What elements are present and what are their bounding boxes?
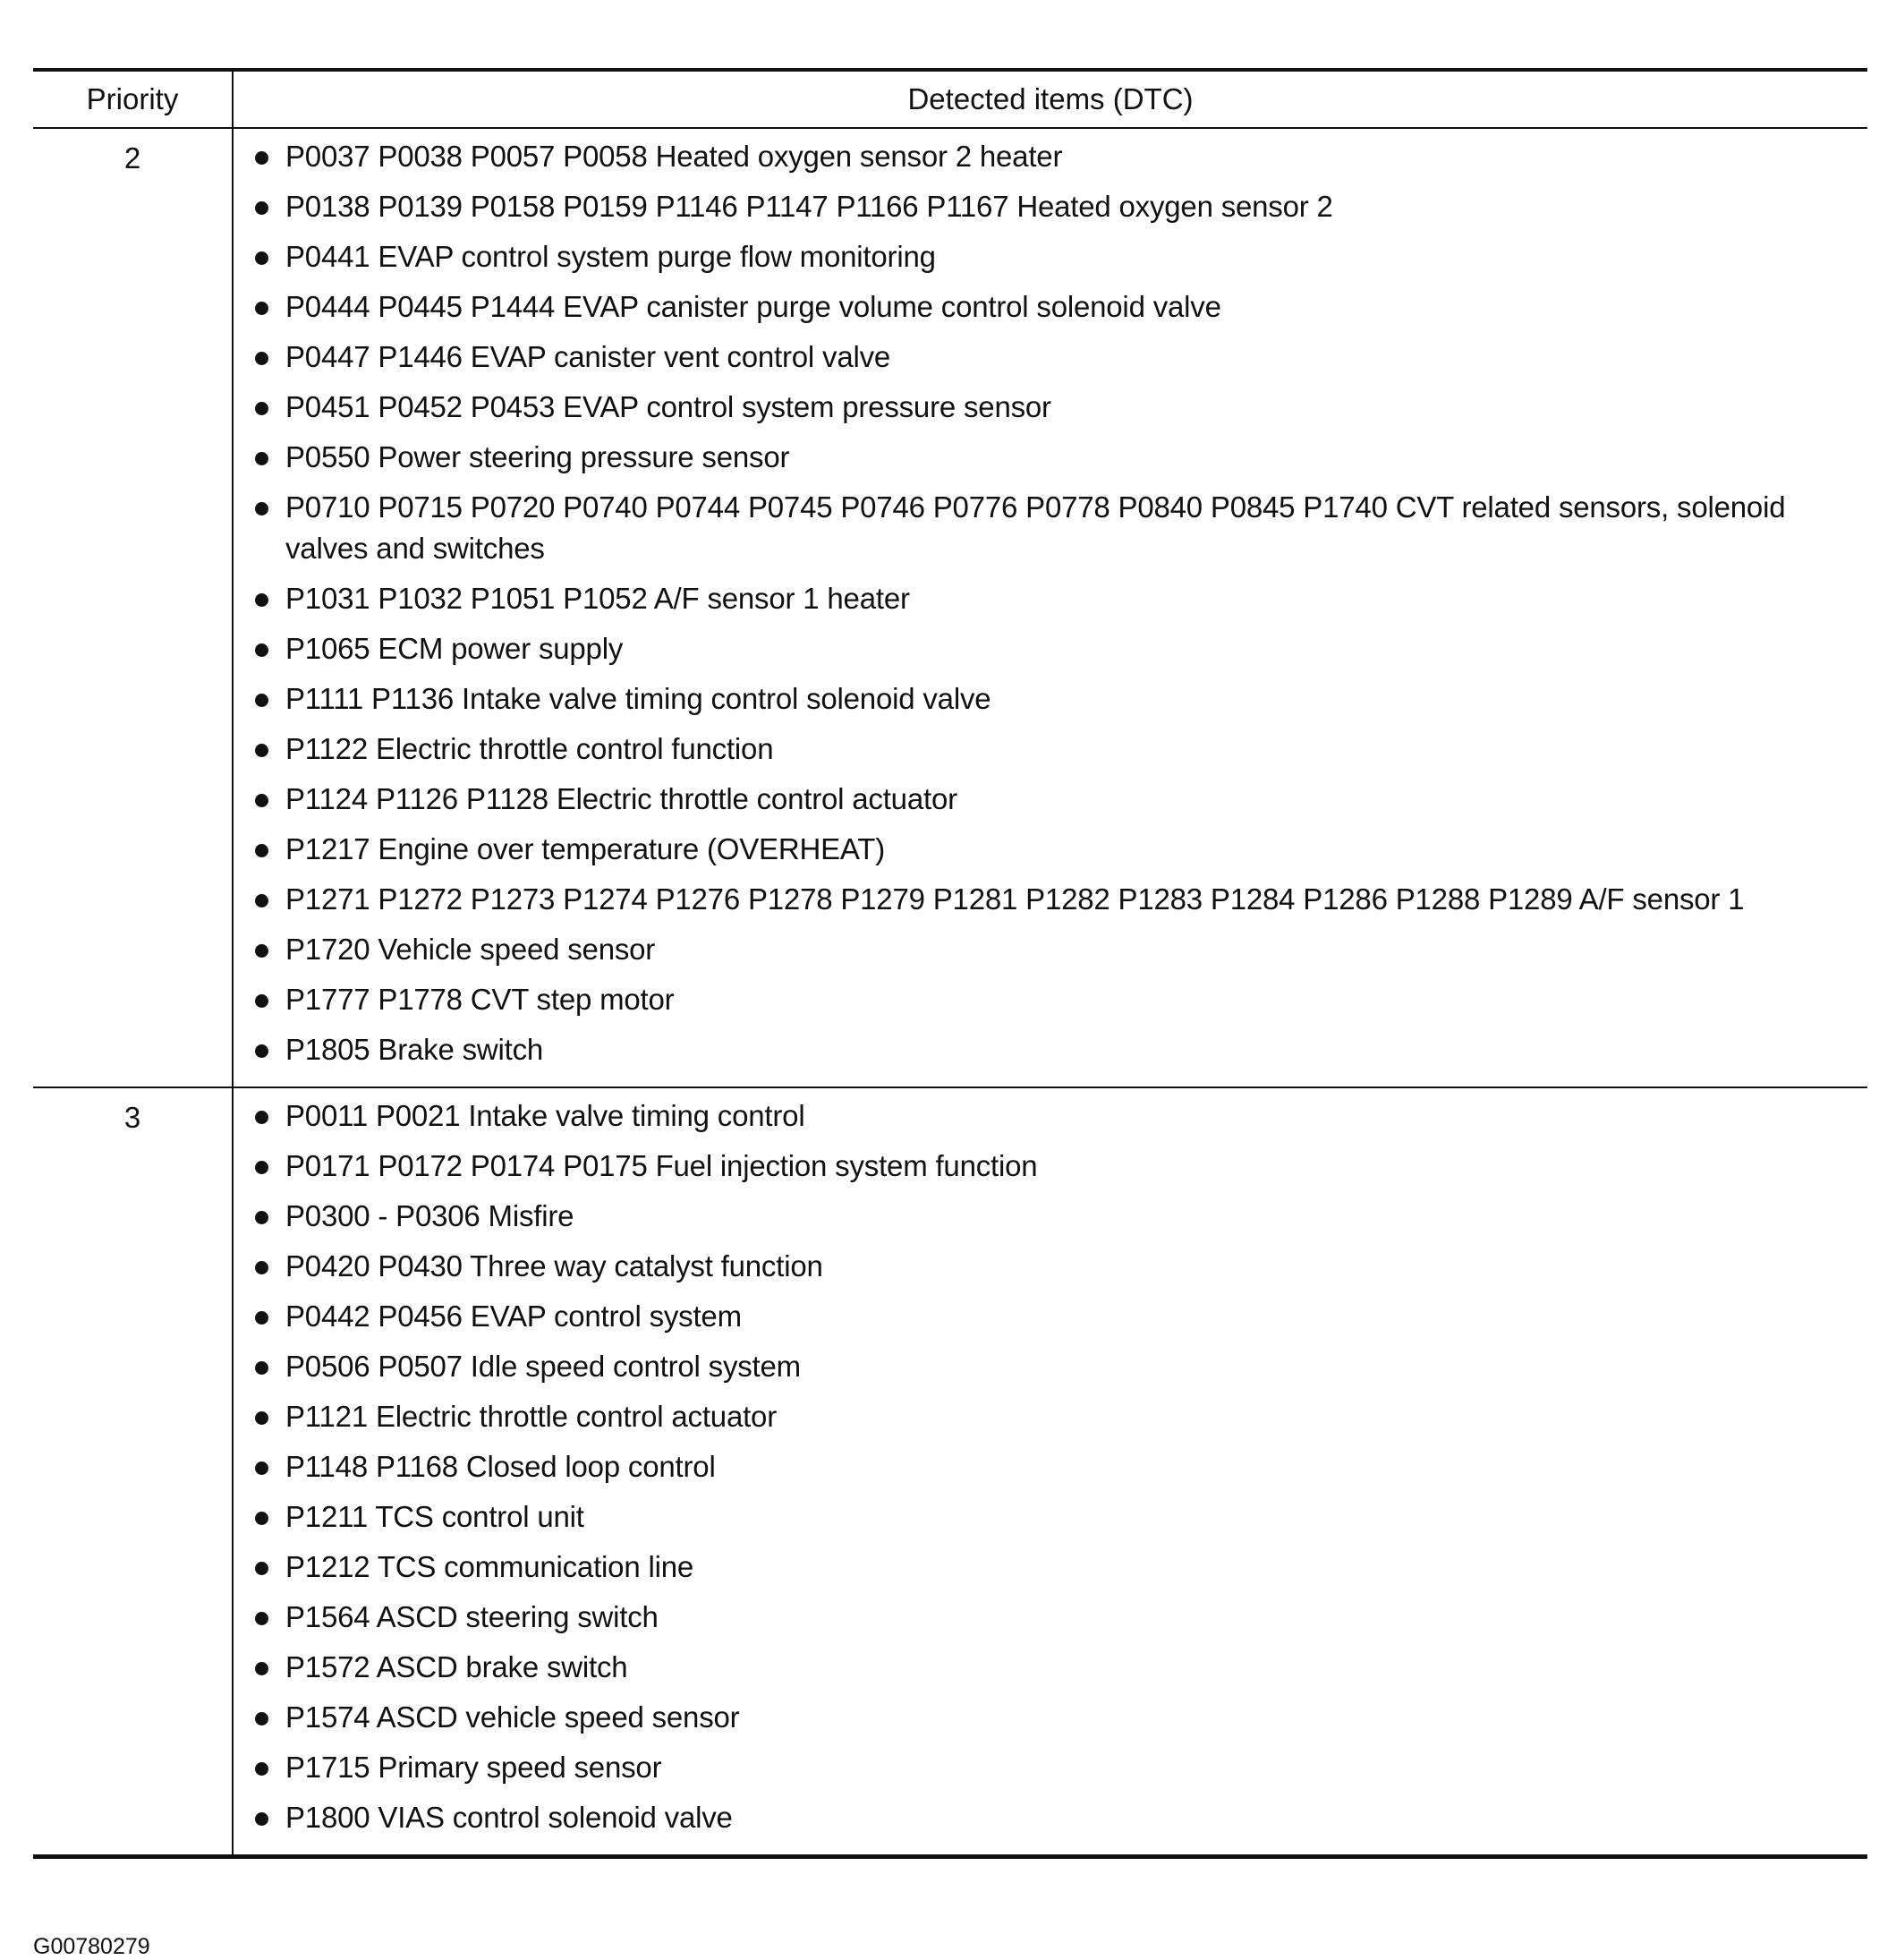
list-item: P0444 P0445 P1444 EVAP canister purge volume control solenoid valve	[234, 286, 1867, 328]
list-item: P0171 P0172 P0174 P0175 Fuel injection system function	[234, 1146, 1867, 1187]
list-item: P0447 P1446 EVAP canister vent control valve	[234, 337, 1867, 378]
detected-items-cell	[234, 1088, 1867, 1854]
list-item: P1122 Electric throttle control function	[234, 729, 1867, 770]
list-item: P1124 P1126 P1128 Electric throttle control actuator	[234, 779, 1867, 820]
priority-column-header: Priority	[33, 72, 234, 127]
detected-items-column-header: Detected items (DTC)	[907, 82, 1194, 115]
list-item: P1715 Primary speed sensor	[234, 1747, 1867, 1788]
list-item: P1121 Electric throttle control actuator	[234, 1396, 1867, 1437]
priority-group-2	[33, 129, 1867, 1087]
list-item: P1217 Engine over temperature (OVERHEAT)	[234, 829, 1867, 870]
list-item: P1148 P1168 Closed loop control	[234, 1446, 1867, 1487]
dtc-priority-table	[33, 68, 1867, 1959]
dtc-list	[234, 136, 1867, 1070]
list-item: P0710 P0715 P0720 P0740 P0744 P0745 P0746 P0776 P0778 P0840 P0845 P1740 CVT related sensors, solenoid valves and switches	[234, 487, 1867, 569]
list-item: P0138 P0139 P0158 P0159 P1146 P1147 P1166 P1167 Heated oxygen sensor 2	[234, 186, 1867, 227]
priority-group-3	[33, 1088, 1867, 1854]
list-item: P1800 VIAS control solenoid valve	[234, 1797, 1867, 1838]
list-item: P1805 Brake switch	[234, 1029, 1867, 1070]
list-item: P0506 P0507 Idle speed control system	[234, 1346, 1867, 1387]
list-item: P1574 ASCD vehicle speed sensor	[234, 1697, 1867, 1738]
table-bottom-rule	[33, 1854, 1867, 1859]
list-item: P0300 - P0306 Misfire	[234, 1196, 1867, 1237]
list-item: P1564 ASCD steering switch	[234, 1597, 1867, 1638]
list-item: P0011 P0021 Intake valve timing control	[234, 1095, 1867, 1137]
list-item: P1111 P1136 Intake valve timing control solenoid valve	[234, 678, 1867, 720]
list-item: P0441 EVAP control system purge flow monitoring	[234, 236, 1867, 277]
list-item: P0442 P0456 EVAP control system	[234, 1296, 1867, 1337]
priority-value: 2	[33, 129, 234, 1087]
list-item: P0420 P0430 Three way catalyst function	[234, 1246, 1867, 1287]
list-item: P0451 P0452 P0453 EVAP control system pressure sensor	[234, 387, 1867, 428]
priority-value: 3	[33, 1088, 234, 1854]
list-item: P0037 P0038 P0057 P0058 Heated oxygen sensor 2 heater	[234, 136, 1867, 177]
list-item: P1211 TCS control unit	[234, 1496, 1867, 1538]
list-item: P1031 P1032 P1051 P1052 A/F sensor 1 heater	[234, 578, 1867, 619]
list-item: P1271 P1272 P1273 P1274 P1276 P1278 P1279 P1281 P1282 P1283 P1284 P1286 P1288 P1289 A/F sensor 1	[234, 879, 1867, 920]
list-item: P0550 Power steering pressure sensor	[234, 437, 1867, 478]
dtc-list	[234, 1095, 1867, 1838]
figure-id: G00780279	[33, 1934, 150, 1959]
table-header-row	[33, 72, 1867, 127]
detected-items-cell	[234, 129, 1867, 1087]
list-item: P1212 TCS communication line	[234, 1547, 1867, 1588]
list-item: P1777 P1778 CVT step motor	[234, 979, 1867, 1020]
list-item: P1065 ECM power supply	[234, 628, 1867, 669]
list-item: P1720 Vehicle speed sensor	[234, 929, 1867, 970]
list-item: P1572 ASCD brake switch	[234, 1647, 1867, 1688]
